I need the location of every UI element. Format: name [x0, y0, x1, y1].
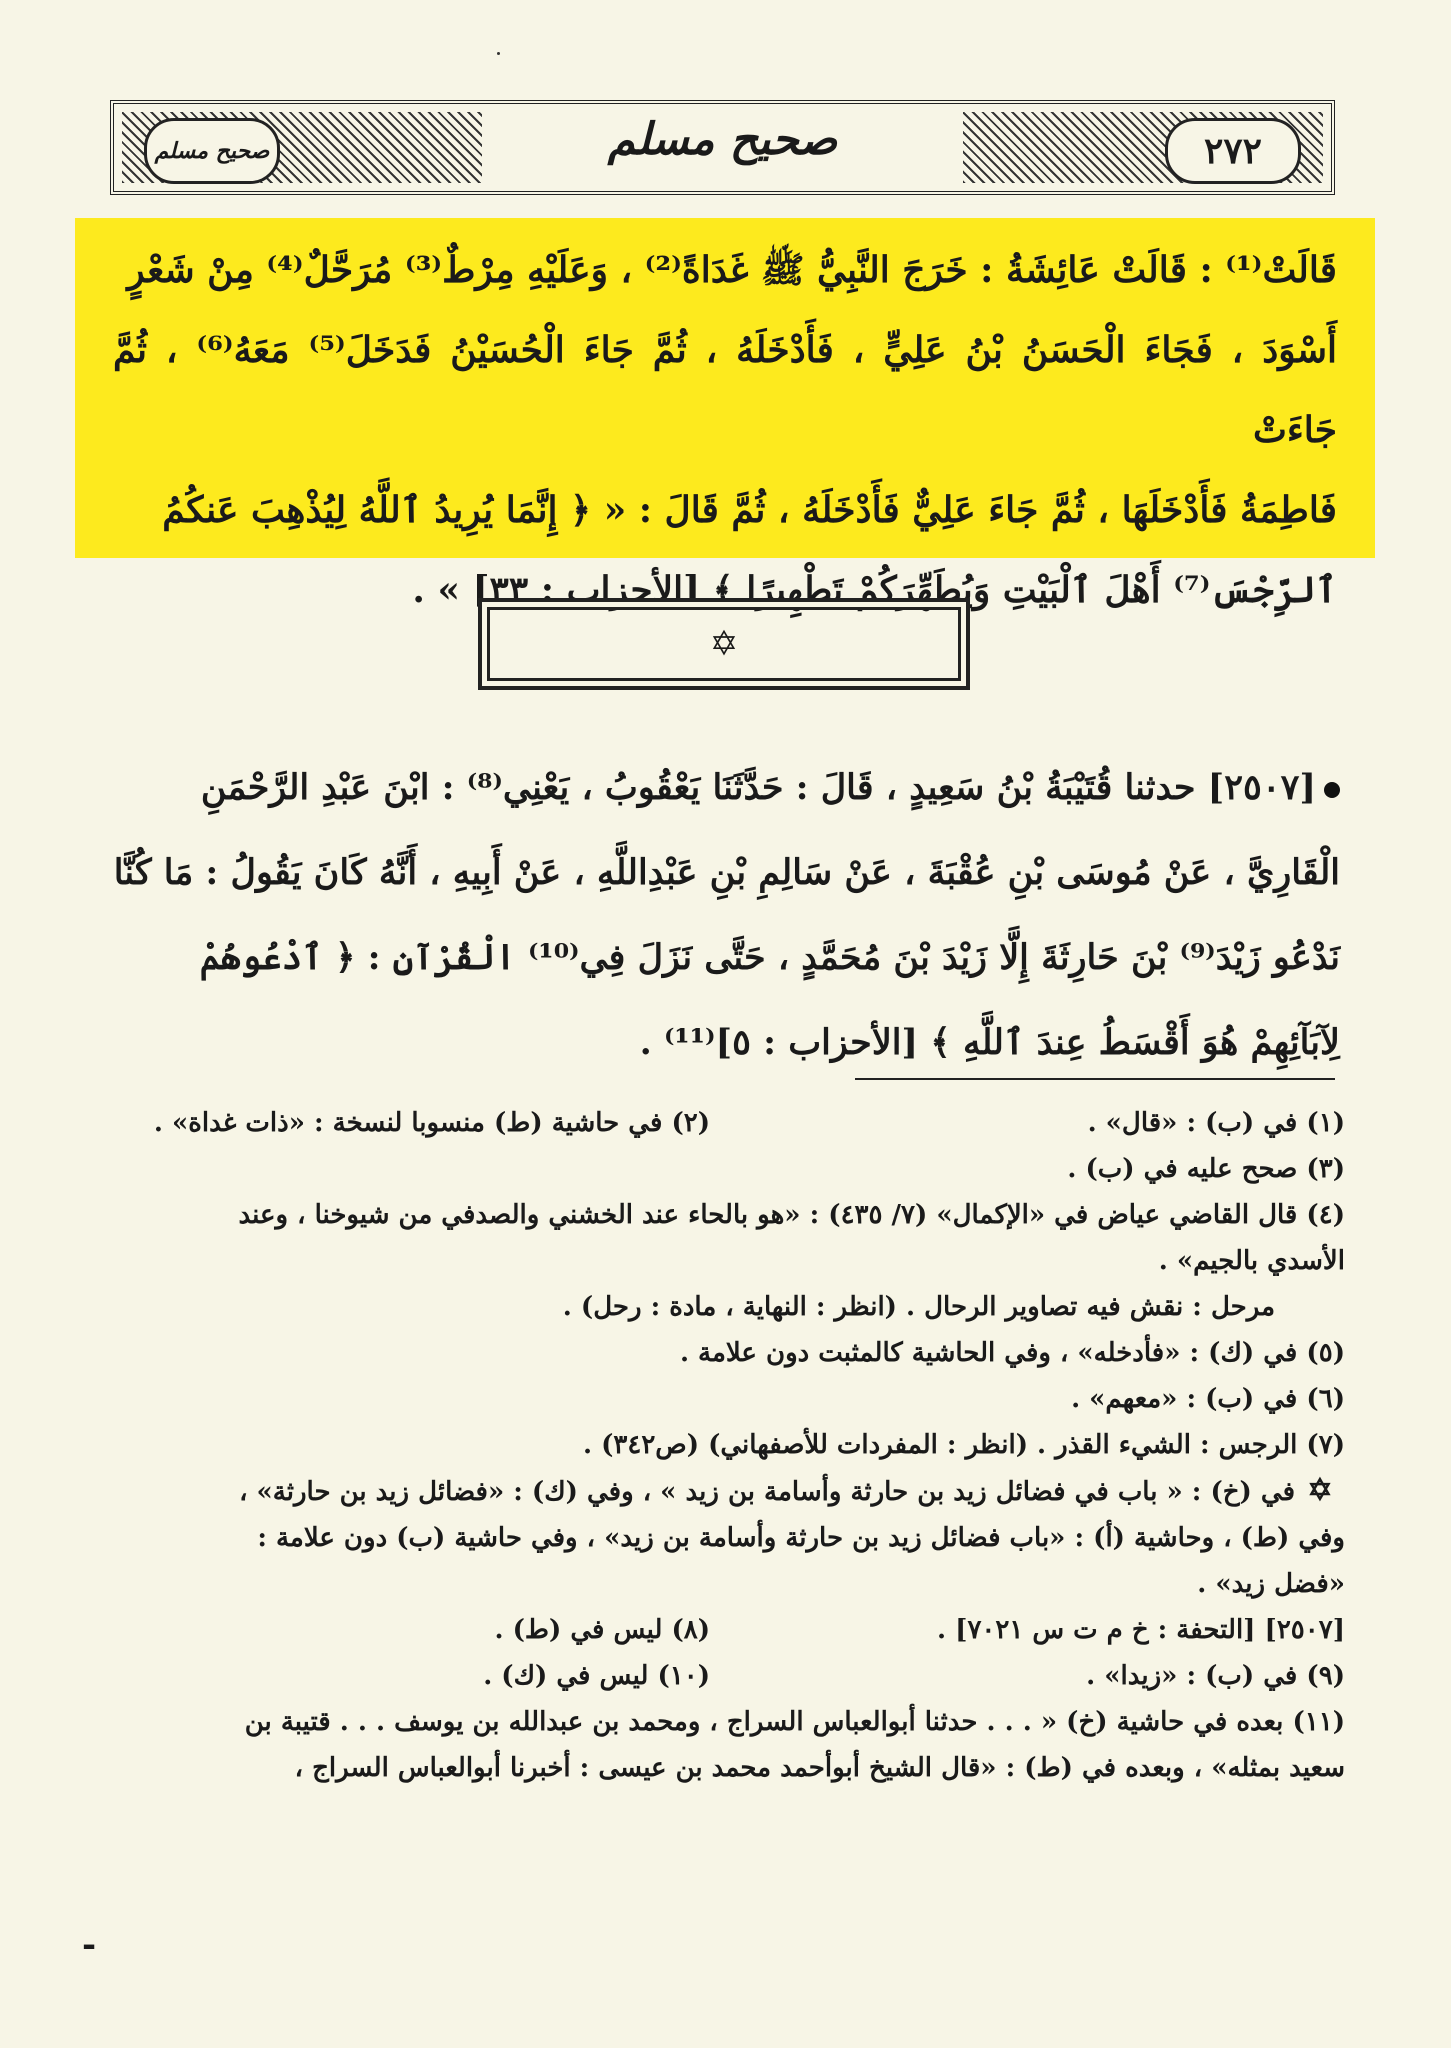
footnote-1: (١) في (ب) : «قال» .	[1087, 1108, 1345, 1138]
footnote-row	[100, 1100, 1345, 1146]
footnote-4-gloss: مرحل : نقش فيه تصاوير الرحال . (انظر : النهاية ، مادة : رحل) .	[562, 1292, 1275, 1322]
footnote-9: (٩) في (ب) : «زيدا» .	[1086, 1661, 1345, 1691]
text-line: ٱلرِّجْسَ⁽⁷⁾ أَهْلَ ٱلْبَيْتِ وَيُطَهِّرَكُمْ تَطْهِيرًا ﴾ [الأحزاب : ٣٣] » .	[412, 569, 1337, 611]
text-line: أَسْوَدَ ، فَجَاءَ الْحَسَنُ بْنُ عَلِيٍّ ، فَأَدْخَلَهُ ، ثُمَّ جَاءَ الْحُسَيْنُ فَدَخَلَ⁽⁵⁾ مَعَهُ⁽⁶⁾ ، ثُمَّ جَاءَتْ	[113, 329, 1337, 451]
footnote-8: (٨) ليس في (ط) .	[494, 1615, 711, 1645]
text-line: نَدْعُو زَيْدَ⁽⁹⁾ بْنَ حَارِثَةَ إِلَّا زَيْدَ بْنَ مُحَمَّدٍ ، حَتَّى نَزَلَ فِي⁽¹⁰⁾ الْقُرْآنِ : ﴿ ٱدْعُوهُمْ	[199, 937, 1340, 978]
footnote-2: (٢) في حاشية (ط) منسوبا لنسخة : «ذات غداة» .	[153, 1108, 711, 1138]
text-line: لِآبَآئِهِمْ هُوَ أَقْسَطُ عِندَ ٱللَّهِ ﴾ [الأحزاب : ٥]⁽¹¹⁾ .	[639, 1022, 1340, 1063]
highlighted-hadith	[75, 218, 1375, 611]
continuation-dash: -	[82, 1925, 97, 1965]
chapter-divider-box	[478, 598, 970, 690]
footnote-11: (١١) بعده في حاشية (خ) « . . . حدثنا أبوالعباس السراج ، ومحمد بن عبدالله بن يوسف . . . قتيبة بن	[244, 1707, 1345, 1737]
book-emblem: صحيح مسلم	[144, 118, 280, 184]
speck	[497, 52, 500, 55]
footnote-row	[100, 1653, 1345, 1699]
text-line: قَالَتْ⁽¹⁾ : قَالَتْ عَائِشَةُ : خَرَجَ النَّبِيُّ ﷺ غَدَاةً⁽²⁾ ، وَعَلَيْهِ مِرْطٌ⁽³⁾ مُرَحَّلٌ⁽⁴⁾ مِنْ شَعْرٍ	[127, 249, 1337, 291]
footnote-6: (٦) في (ب) : «معهم» .	[1071, 1384, 1345, 1414]
footnote-divider	[855, 1078, 1335, 1080]
page-number: ٢٧٢	[1165, 118, 1301, 184]
hadith-2507	[100, 745, 1340, 1085]
footnote-star	[100, 1468, 1345, 1515]
bullet-icon	[1324, 782, 1340, 798]
footnote-row	[100, 1607, 1345, 1653]
page-header	[110, 100, 1335, 195]
text-line	[100, 745, 1340, 830]
footnote-4: (٤) قال القاضي عياض في «الإكمال» (٧/ ٤٣٥) : «هو بالحاء عند الخشني والصدفي من شيوخنا ، وعند	[238, 1200, 1345, 1230]
text-line: فَاطِمَةُ فَأَدْخَلَهَا ، ثُمَّ جَاءَ عَلِيٌّ فَأَدْخَلَهُ ، ثُمَّ قَالَ : « ﴿ إِنَّمَا يُرِيدُ ٱللَّهُ لِيُذْهِبَ عَنكُمُ	[162, 489, 1337, 531]
book-title: صحيح مسلم	[607, 114, 838, 165]
footnote-7: (٧) الرجس : الشيء القذر . (انظر : المفردات للأصفهاني) (ص٣٤٢) .	[582, 1430, 1345, 1460]
footnote-star-cont: «فضل زيد» .	[1197, 1569, 1345, 1599]
star-ornament-icon: ✡	[709, 624, 739, 664]
footnote-asterisk: [٢٥٠٧] [التحفة : خ م ت س ٧٠٢١] .	[937, 1615, 1345, 1645]
footnote-3: (٣) صحح عليه في (ب) .	[1067, 1154, 1345, 1184]
star-ornament-icon: ✡	[1307, 1473, 1333, 1508]
footnote-star-cont: وفي (ط) ، وحاشية (أ) : «باب فضائل زيد بن حارثة وأسامة بن زيد» ، وفي حاشية (ب) دون علامة :	[257, 1523, 1345, 1553]
footnote-star-text: في (خ) : « باب في فضائل زيد بن حارثة وأسامة بن زيد » ، وفي (ك) : «فضائل زيد بن حارثة» ،	[239, 1477, 1295, 1507]
text-line-content: [٢٥٠٧] حدثنا قُتَيْبَةُ بْنُ سَعِيدٍ ، قَالَ : حَدَّثَنَا يَعْقُوبُ ، يَعْنِي⁽⁸⁾ : ابْنَ عَبْدِ الرَّحْمَنِ	[200, 767, 1316, 808]
footnote-5: (٥) في (ك) : «فأدخله» ، وفي الحاشية كالمثبت دون علامة .	[679, 1338, 1345, 1368]
footnote-4-cont: الأسدي بالجيم» .	[1158, 1246, 1345, 1276]
footnote-10: (١٠) ليس في (ك) .	[483, 1661, 711, 1691]
footnote-11-cont: سعيد بمثله» ، وبعده في (ط) : «قال الشيخ أبوأحمد محمد بن عيسى : أخبرنا أبوالعباس السراج ،	[294, 1753, 1345, 1783]
text-line: الْقَارِيَّ ، عَنْ مُوسَى بْنِ عُقْبَةَ ، عَنْ سَالِمِ بْنِ عَبْدِاللَّهِ ، عَنْ أَبِيهِ ، أَنَّهُ كَانَ يَقُولُ : مَا كُنَّا	[113, 852, 1340, 893]
footnotes	[100, 1100, 1345, 1791]
